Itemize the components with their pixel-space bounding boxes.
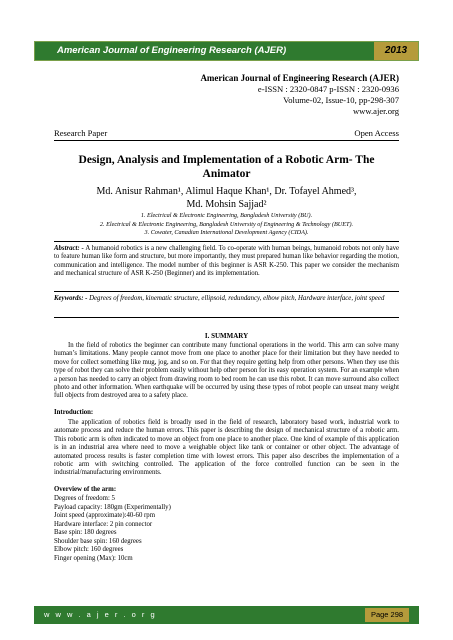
journal-banner [34,41,419,61]
introduction-paragraph: The application of robotics field is broadly used in the field of research, laboratory based work, industrial work to automate process and reduce the human errors. This paper is describing the design of mechanical structure of a robotic arm. This robotic arm is often indicated to move an object from one place to another place. One kind of example of this application is in an industrial area where need to move a weighable object like tank or container or other object. The advantage of automated process results is faster completion time with lowest errors. This paper also describes the implementation of a robotic arm with switching controlled. The application of the force controlled function can be seen in the industrial/manufacturing environments. [54,419,399,477]
paper-meta-row [54,128,399,138]
affiliation-3: 3. Cowater, Canadian International Development Agency (CIDA). [144,229,309,236]
affiliation-1: 1. Electrical & Electronic Engineering, Bangladesh University (BU). [140,212,313,219]
divider-rule-abstract [54,241,399,242]
list-item: Base spin: 180 degrees [54,529,117,536]
page-number-badge: Page 298 [365,608,409,622]
journal-name: American Journal of Engineering Research (AJER) [200,73,399,83]
footer-website: w w w . a j e r . o r g [44,610,157,619]
paper-type: Research Paper [54,128,108,138]
abstract-text: A humanoid robotics is a new challenging field. To co-operate with human beings, humanoid robots not only have to feature human like form and structure, but more importantly, they must prepared human like behavior regarding the motion, communication and intelligence. The model number of this beginner is ASR K-250. This paper we consider the mechanism and mechanical structure of ASR K-250 (Beginner) and its implementation. [54,245,400,278]
introduction-heading: Introduction: [54,409,94,416]
list-item: Joint speed (approximate):40-60 rpm [54,512,155,519]
keywords [54,295,399,303]
section-heading-summary: I. SUMMARY [204,332,249,340]
access-type: Open Access [354,128,399,138]
overview-list [54,495,304,563]
list-item: Degrees of freedom: 5 [54,495,115,502]
list-item: Payload capacity: 180gm (Experimentally) [54,503,171,511]
banner-year-badge: 2013 [374,42,418,60]
overview-heading: Overview of the arm: [54,486,117,493]
keywords-label: Keywords: - [54,295,88,302]
page-footer [34,606,419,624]
abstract [54,245,399,279]
journal-website: www.ajer.org [352,106,399,116]
paper-title: Design, Analysis and Implementation of a Robotic Arm- The Animator [78,154,375,180]
authors-line-1: Md. Anisur Rahman¹, Alimul Haque Khan¹, Dr. Tofayel Ahmed³, [96,186,357,197]
affiliations [54,212,399,238]
list-item: Finger opening (Max): 10cm [54,554,133,562]
affiliation-2: 2. Electrical & Electronic Engineering, Bangladesh University of Engineering & Technology (BUET). [99,220,354,228]
divider-rule-keywords [54,291,399,292]
divider-rule [54,140,399,141]
list-item: Elbow pitch: 160 degrees [54,546,124,553]
banner-journal-title: American Journal of Engineering Research (AJER) [57,45,287,56]
journal-volume: Volume-02, Issue-10, pp-298-307 [283,95,399,105]
authors-line-2: Md. Mohsin Sajjad² [186,199,267,210]
summary-paragraph: In the field of robotics the beginner can contribute many functional operations in the world. This arm can solve many human’s limitations. Many people cannot move from one place to another place for their limitation but they have needed to move for collect something like mug, jog, and so on. For that they require getting help from other persons. When they use this type of robot they can solve their problem easily without help other person for its easy operation system. For an example when a person has needed to carry an object from drawing room to bed room he can use this robot. It can move surround also collect photo and other information. When earthquake will be occurred by using these types of robot people can unseat many weight full objects from destroyed area to a safety place. [54,342,399,400]
journal-header [200,73,399,117]
list-item: Shoulder base spin: 160 degrees [54,537,142,545]
keywords-text: Degrees of freedom, kinematic structure, ellipsoid, redundancy, elbow pitch, Hardware interface, joint speed [87,295,385,302]
journal-issn: e-ISSN : 2320-0847 p-ISSN : 2320-0936 [257,84,399,94]
abstract-label: Abstract: - [54,245,84,252]
author-list [54,185,399,211]
divider-rule-body [54,317,399,318]
list-item: Hardware interface: 2 pin connector [54,520,153,528]
